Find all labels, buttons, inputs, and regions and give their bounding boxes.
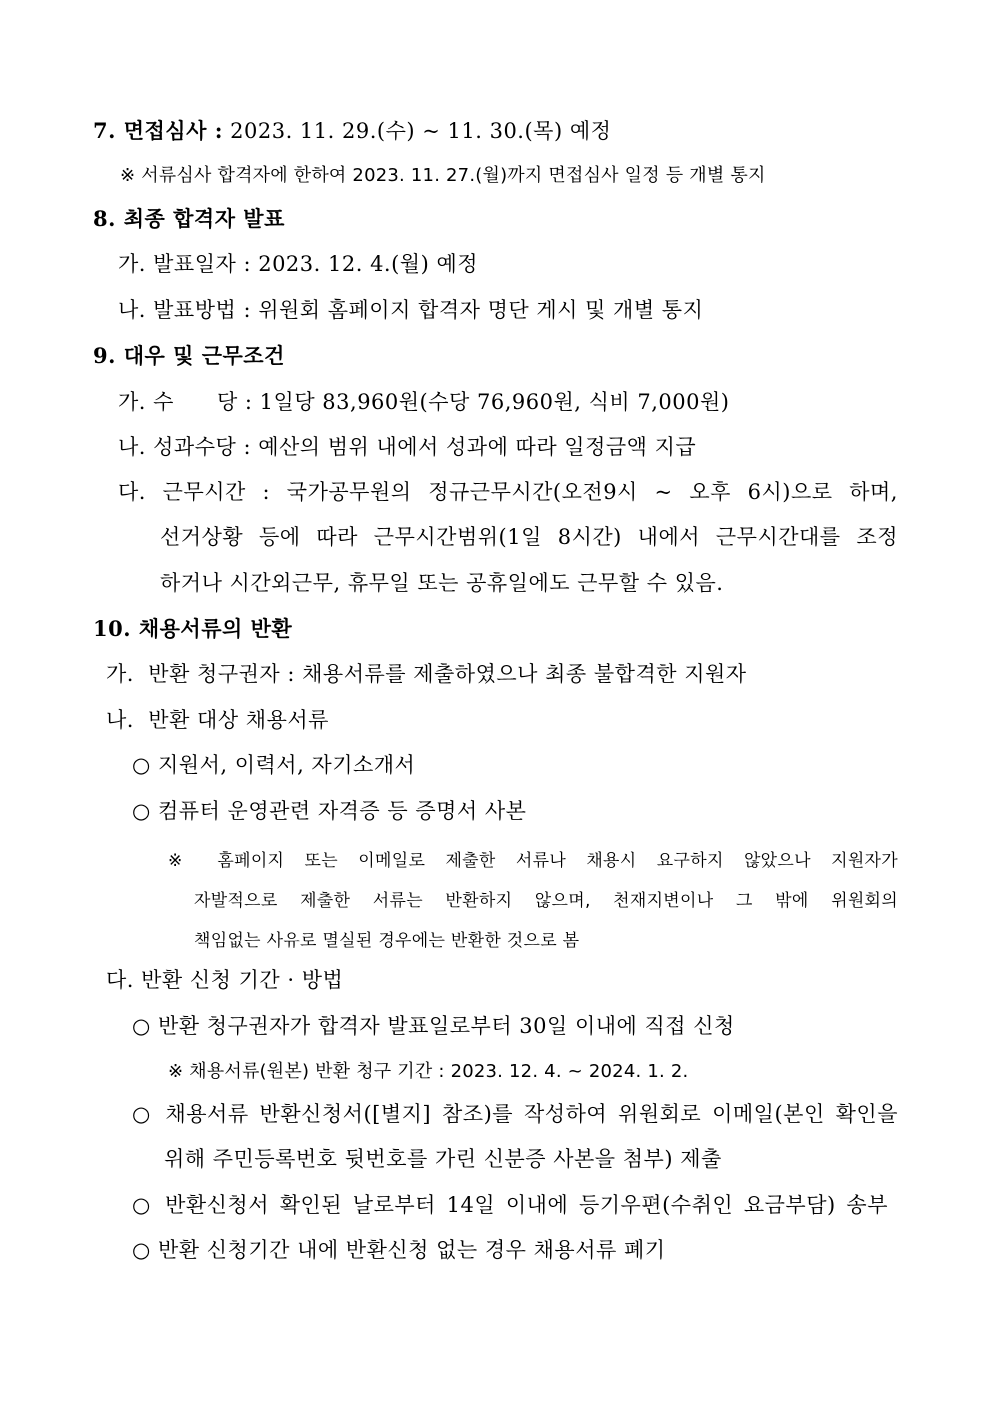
section-10-item-c-bullet-3: ○ 반환신청서 확인된 날로부터 14일 이내에 등기우편(수취인 요금부담) 송부 (132, 1193, 888, 1217)
section-9-item-a: 가. 수 당 : 1일당 83,960원(수당 76,960원, 식비 7,000원) (118, 390, 730, 414)
section-10-item-c-bullet-4: ○ 반환 신청기간 내에 반환신청 없는 경우 채용서류 폐기 (132, 1238, 666, 1262)
section-9-item-c-line3: 하거나 시간외근무, 휴무일 또는 공휴일에도 근무할 수 있음. (160, 571, 724, 595)
section-7-label: 7. 면접심사 : (93, 118, 223, 143)
section-7-value: 2023. 11. 29.(수) ~ 11. 30.(목) 예정 (222, 119, 612, 143)
section-10-item-b-bullet-1: ○ 지원서, 이력서, 자기소개서 (132, 753, 416, 777)
section-10-note-line2: 자발적으로 제출한 서류는 반환하지 않으며, 천재지변이나 그 밖에 위원회의 (194, 891, 898, 911)
section-8-item-a: 가. 발표일자 : 2023. 12. 4.(월) 예정 (118, 252, 479, 276)
section-9-heading: 9. 대우 및 근무조건 (93, 343, 285, 368)
section-9-item-c-line2: 선거상황 등에 따라 근무시간범위(1일 8시간) 내에서 근무시간대를 조정 (160, 525, 898, 549)
section-10-item-c-bullet-1: ○ 반환 청구권자가 합격자 발표일로부터 30일 이내에 직접 신청 (132, 1014, 735, 1038)
section-9-item-b: 나. 성과수당 : 예산의 범위 내에서 성과에 따라 일정금액 지급 (118, 435, 697, 459)
section-10-item-a: 가. 반환 청구권자 : 채용서류를 제출하였으나 최종 불합격한 지원자 (106, 662, 747, 686)
section-7-heading (93, 117, 611, 145)
section-7-note: ※ 서류심사 합격자에 한하여 2023. 11. 27.(월)까지 면접심사 일정 등 개별 통지 (120, 165, 766, 186)
section-10-item-c-bullet-1-note: ※ 채용서류(원본) 반환 청구 기간 : 2023. 12. 4. ~ 2024. 1. 2. (168, 1061, 689, 1082)
section-10-item-b: 나. 반환 대상 채용서류 (106, 708, 329, 732)
section-10-item-c-bullet-2-line2: 위해 주민등록번호 뒷번호를 가린 신분증 사본을 첨부) 제출 (164, 1147, 722, 1171)
section-10-item-c-bullet-2-line1: ○ 채용서류 반환신청서([별지] 참조)를 작성하여 위원회로 이메일(본인 확인을 (132, 1102, 898, 1126)
section-10-heading: 10. 채용서류의 반환 (93, 616, 293, 641)
section-9-item-c-line1: 다. 근무시간 : 국가공무원의 정규근무시간(오전9시 ~ 오후 6시)으로 하며, (118, 480, 898, 504)
section-10-item-b-bullet-2: ○ 컴퓨터 운영관련 자격증 등 증명서 사본 (132, 799, 527, 823)
section-10-note-line3: 책임없는 사유로 멸실된 경우에는 반환한 것으로 봄 (194, 931, 580, 951)
section-8-heading: 8. 최종 합격자 발표 (93, 206, 285, 231)
section-10-note-line1: ※ 홈페이지 또는 이메일로 제출한 서류나 채용시 요구하지 않았으나 지원자가 (168, 851, 898, 871)
section-10-item-c: 다. 반환 신청 기간 · 방법 (106, 968, 344, 992)
section-8-item-b: 나. 발표방법 : 위원회 홈페이지 합격자 명단 게시 및 개별 통지 (118, 298, 704, 322)
